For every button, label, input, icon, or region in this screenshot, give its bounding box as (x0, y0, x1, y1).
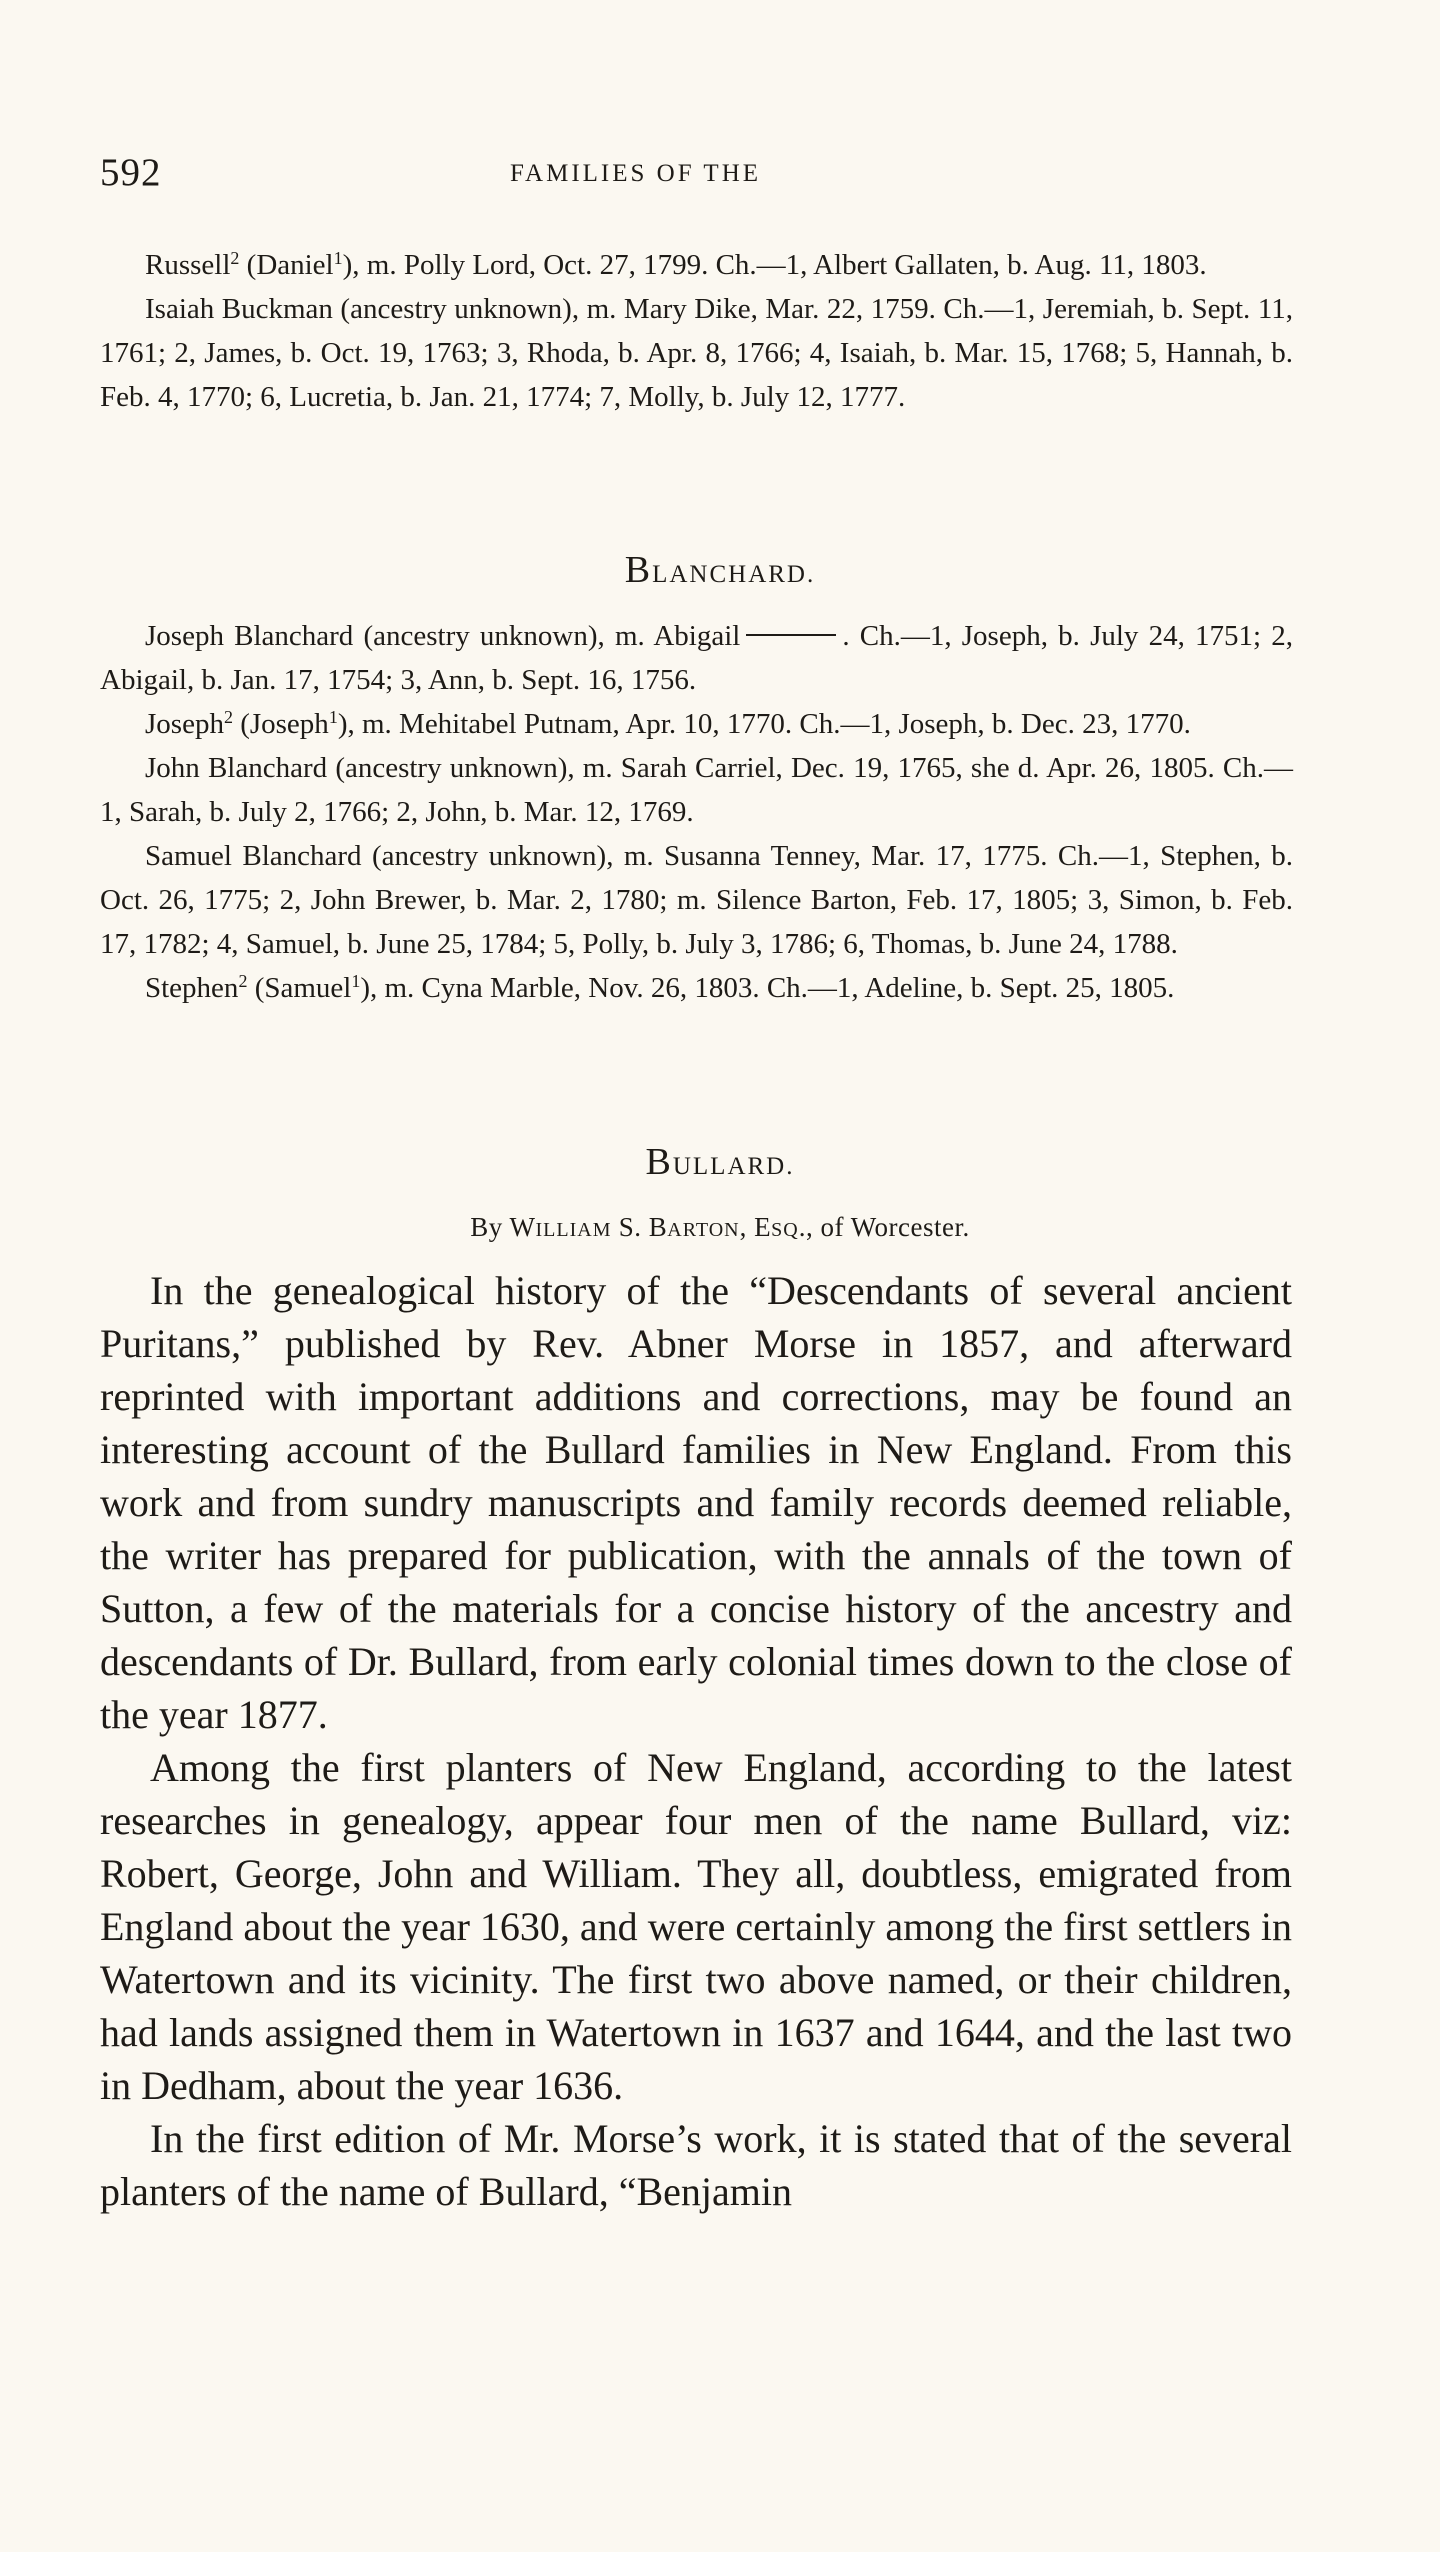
running-title: FAMILIES OF THE (510, 160, 762, 187)
paragraph: Among the first planters of New England, according to the latest researches in genealogy, appear four men of the name Bullard, viz: Robert, George, John and William. They all, doubtless, emigrated from England about the year 1630, and were certainly among the first settlers in Watertown and its vicinity. The first two above named, or their children, had lands assigned them in Watertown in 1637 and 1644, and the last two in Dedham, about the year 1636. (100, 1745, 1292, 2108)
heading-blanchard: BLANCHARD. (624, 549, 816, 591)
running-header (100, 150, 1290, 200)
entry-russell: Russell$^2$ (Daniel$^1$), m. Polly Lord, Oct. 27, 1799. Ch.—1, Albert Gallaten, b. Aug. 11, 1803. (145, 248, 1207, 281)
bullard-body (100, 1264, 1292, 2218)
paragraph: In the genealogical history of the “Descendants of several ancient Puritans,” published by Rev. Abner Morse in 1857, and afterward reprinted with important additions and corrections, may be found an interesting account of the Bullard families in New England. From this work and from sundry manuscripts and family records deemed reliable, the writer has prepared for publication, with the annals of the town of Sutton, a few of the materials for a concise history of the ancestry and descendants of Dr. Bullard, from early colonial times down to the close of the year 1877. (100, 1268, 1292, 1737)
entry-john-blanchard: John Blanchard (ancestry unknown), m. Sarah Carriel, Dec. 19, 1765, she d. Apr. 26, 1805. Ch.—1, Sarah, b. July 2, 1766; 2, John, b. Mar. 12, 1769. (100, 752, 1293, 828)
entry-isaiah-buckman: Isaiah Buckman (ancestry unknown), m. Mary Dike, Mar. 22, 1759. Ch.—1, Jeremiah, b. Sept. 11, 1761; 2, James, b. Oct. 19, 1763; 3, Rhoda, b. Apr. 8, 1766; 4, Isaiah, b. Mar. 15, 1768; 5, Hannah, b. Feb. 4, 1770; 6, Lucretia, b. Jan. 21, 1774; 7, Molly, b. July 12, 1777. (100, 293, 1293, 413)
top-entries (100, 243, 1293, 419)
blank-dash (746, 634, 836, 636)
entry-samuel-blanchard: Samuel Blanchard (ancestry unknown), m. Susanna Tenney, Mar. 17, 1775. Ch.—1, Stephen, b. Oct. 26, 1775; 2, John Brewer, b. Mar. 2, 1780; m. Silence Barton, Feb. 17, 1805; 3, Simon, b. Feb. 17, 1782; 4, Samuel, b. June 25, 1784; 5, Polly, b. July 3, 1786; 6, Thomas, b. June 24, 1788. (100, 840, 1293, 960)
entry-joseph-blanchard: Joseph Blanchard (ancestry unknown), m. Abigail . Ch.—1, Joseph, b. July 24, 1751; 2, Abigail, b. Jan. 17, 1754; 3, Ann, b. Sept. 16, 1756. (100, 620, 1294, 696)
entry-stephen2: Stephen$^2$ (Samuel$^1$), m. Cyna Marble, Nov. 26, 1803. Ch.—1, Adeline, b. Sept. 25, 1805. (145, 971, 1175, 1004)
heading-bullard: BULLARD. (645, 1141, 795, 1183)
blanchard-entries (100, 614, 1293, 1010)
page-number: 592 (100, 151, 162, 194)
entry-joseph2: Joseph$^2$ (Joseph$^1$), m. Mehitabel Putnam, Apr. 10, 1770. Ch.—1, Joseph, b. Dec. 23, 1770. (145, 707, 1191, 740)
paragraph: In the first edition of Mr. Morse’s work, it is stated that of the several planters of the name of Bullard, “Benjamin (100, 2116, 1292, 2214)
byline: By WILLIAM S. BARTON, ESQ., of Worcester. (470, 1212, 970, 1242)
